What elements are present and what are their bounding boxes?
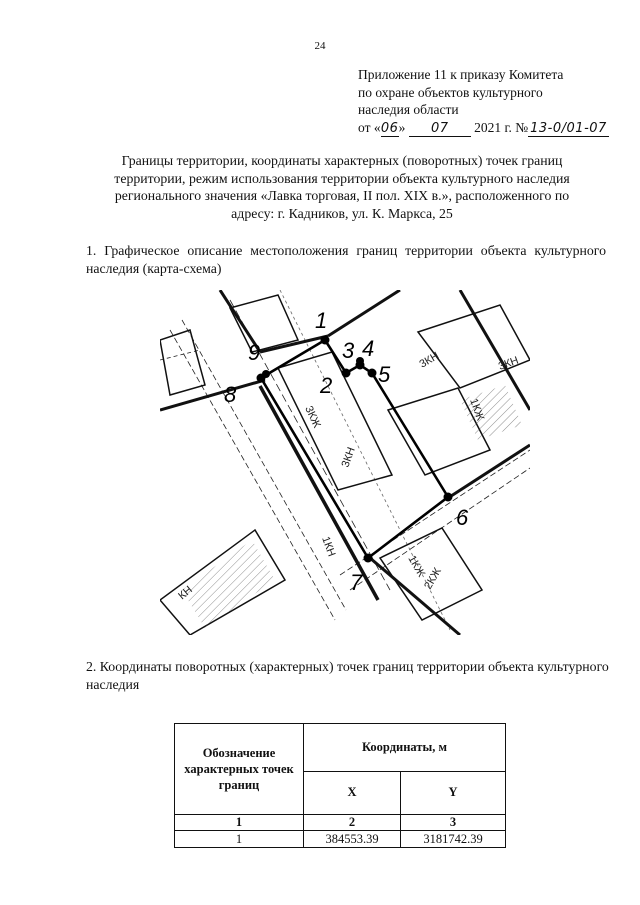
appendix-date-line <box>358 119 628 137</box>
cell-x: 384553.39 <box>304 831 401 848</box>
appendix-line-1: Приложение 11 к приказу Комитета <box>358 67 564 82</box>
cell-point: 1 <box>175 831 304 848</box>
column-number: 3 <box>401 815 506 831</box>
title-line-3: регионального значения «Лавка торговая, II пол. XIX в.», расположенного по <box>114 188 570 203</box>
date-mid: » <box>398 119 409 135</box>
date-prefix: от « <box>358 119 381 135</box>
document-title <box>72 152 612 222</box>
cell-y: 3181742.39 <box>401 831 506 848</box>
column-number: 1 <box>175 815 304 831</box>
header-designation: Обозначение характерных точек границ <box>175 724 304 815</box>
header-y: Y <box>401 771 506 814</box>
point-label: 2 <box>320 373 333 398</box>
point-label: 7 <box>350 570 363 595</box>
point-label: 5 <box>378 362 391 387</box>
building-label: 3КЖ <box>302 404 323 430</box>
building-label: 2КЖ <box>422 565 444 592</box>
point-label: 6 <box>456 505 469 530</box>
point-label: 8 <box>224 382 237 407</box>
title-line-1: Границы территории, координаты характерных (поворотных) точек границ <box>121 153 563 168</box>
building-label: 1КЖ <box>467 396 487 423</box>
header-coordinates: Координаты, м <box>304 724 506 772</box>
date-year: 2021 г. № <box>470 119 529 135</box>
header-x: X <box>304 771 401 814</box>
column-number: 2 <box>304 815 401 831</box>
coordinates-table <box>174 723 506 848</box>
title-line-2: территории, режим использования территории объекта культурного наследия <box>114 170 570 186</box>
page-number: 24 <box>314 40 326 52</box>
point-label: 3 <box>342 338 355 363</box>
building-label: 3КН <box>339 445 358 470</box>
point-label: 9 <box>248 340 261 365</box>
order-number: 13-0/01-07 <box>530 120 607 136</box>
appendix-line-2: по охране объектов культурного <box>358 84 543 100</box>
date-month: 07 <box>409 122 471 137</box>
building-label: 3КН <box>417 349 442 371</box>
section-1-heading: 1. Графическое описание местоположения границ территории объекта культурного наследия (карта-схема) <box>86 243 606 276</box>
table-row <box>175 831 506 848</box>
building-label: КН <box>176 583 195 603</box>
building-label: 1КЖ <box>405 553 428 580</box>
point-label: 4 <box>362 336 375 361</box>
building-label: 1КН <box>319 534 338 559</box>
title-line-4: адресу: г. Кадников, ул. К. Маркса, 25 <box>231 205 453 221</box>
point-label: 1 <box>315 308 328 333</box>
appendix-line-3: наследия области <box>358 102 459 117</box>
appendix-header <box>358 66 628 137</box>
section-2-heading: 2. Координаты поворотных (характерных) точек границ территории объекта культурного наследия <box>86 659 609 692</box>
cadastral-map <box>160 290 530 635</box>
building-label: 3КН <box>496 354 521 373</box>
date-day: 06 <box>380 120 399 136</box>
